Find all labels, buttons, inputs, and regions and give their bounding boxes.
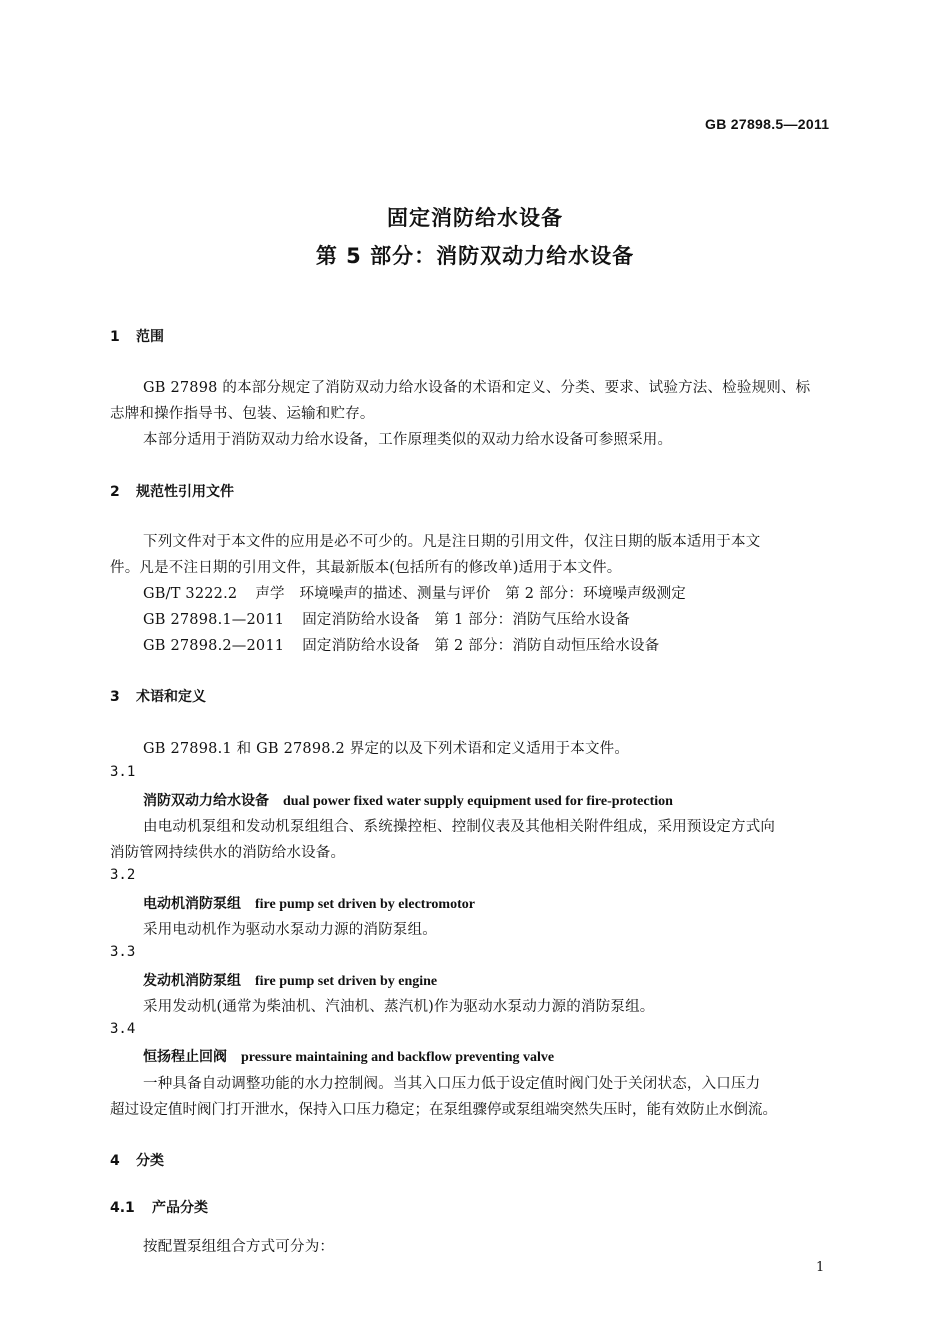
term-definition: 消防管网持续供水的消防给水设备。 (110, 845, 346, 861)
section-4-heading (110, 1150, 164, 1170)
term-number: 3.2 (110, 867, 136, 883)
term-english: dual power fixed water supply equipment used for fire-protection (283, 794, 673, 809)
section-1-heading (110, 326, 164, 346)
section-3-heading (110, 686, 206, 706)
section-title: 分类 (136, 1153, 164, 1169)
term-definition: 采用发动机(通常为柴油机、汽油机、蒸汽机)作为驱动水泵动力源的消防泵组。 (143, 999, 655, 1015)
paragraph: GB 27898 的本部分规定了消防双动力给水设备的术语和定义、分类、要求、试验方法、检验规则、标 (143, 380, 811, 396)
section-2-heading (110, 481, 234, 501)
term-english: fire pump set driven by electromotor (255, 897, 475, 912)
section-title: 规范性引用文件 (136, 484, 234, 500)
term-chinese: 发动机消防泵组 (143, 973, 241, 989)
reference-title: 声学 环境噪声的描述、测量与评价 第 2 部分：环境噪声级测定 (255, 586, 686, 602)
reference-item (143, 582, 686, 603)
term-definition: 一种具备自动调整功能的水力控制阀。当其入口压力低于设定值时阀门处于关闭状态，入口压力 (143, 1076, 761, 1092)
paragraph: 本部分适用于消防双动力给水设备，工作原理类似的双动力给水设备可参照采用。 (143, 432, 673, 448)
reference-title: 固定消防给水设备 第 2 部分：消防自动恒压给水设备 (302, 638, 660, 654)
term-definition: 采用电动机作为驱动水泵动力源的消防泵组。 (143, 922, 437, 938)
section-number: 1 (110, 329, 120, 345)
subsection-number: 4.1 (110, 1200, 135, 1216)
reference-item (143, 634, 659, 655)
paragraph: 按配置泵组组合方式可分为： (143, 1239, 335, 1255)
section-number: 2 (110, 484, 120, 500)
subsection-title: 产品分类 (152, 1200, 208, 1216)
reference-code: GB 27898.2—2011 (143, 638, 285, 654)
term-entry (143, 1046, 554, 1066)
term-definition: 超过设定值时阀门打开泄水，保持入口压力稳定；在泵组骤停或泵组端突然失压时，能有效防止水倒流。 (110, 1102, 777, 1118)
section-number: 3 (110, 689, 120, 705)
paragraph: 件。凡是不注日期的引用文件，其最新版本(包括所有的修改单)适用于本文件。 (110, 560, 622, 576)
term-number: 3.1 (110, 764, 136, 780)
reference-title: 固定消防给水设备 第 1 部分：消防气压给水设备 (302, 612, 630, 628)
term-english: pressure maintaining and backflow preventing valve (241, 1050, 555, 1065)
term-chinese: 消防双动力给水设备 (143, 793, 269, 809)
term-english: fire pump set driven by engine (255, 974, 438, 989)
term-number: 3.3 (110, 944, 136, 960)
term-chinese: 恒扬程止回阀 (143, 1049, 227, 1065)
document-subtitle: 第 5 部分：消防双动力给水设备 (315, 244, 635, 268)
paragraph: 志牌和操作指导书、包装、运输和贮存。 (110, 406, 375, 422)
reference-item (143, 608, 630, 629)
term-definition: 由电动机泵组和发动机泵组组合、系统操控柜、控制仪表及其他相关附件组成，采用预设定方式向 (143, 819, 776, 835)
term-number: 3.4 (110, 1021, 136, 1037)
section-number: 4 (110, 1153, 120, 1169)
standard-number: GB 27898.5—2011 (705, 116, 830, 132)
term-entry (143, 790, 673, 810)
document-title: 固定消防给水设备 (387, 206, 563, 230)
paragraph: 下列文件对于本文件的应用是必不可少的。凡是注日期的引用文件，仅注日期的版本适用于本文 (143, 534, 761, 550)
subsection-4-1-heading (110, 1197, 208, 1217)
term-entry (143, 893, 475, 913)
reference-code: GB/T 3222.2 (143, 586, 238, 602)
section-title: 术语和定义 (136, 689, 206, 705)
term-entry (143, 970, 437, 990)
section-title: 范围 (136, 329, 164, 345)
page-number: 1 (816, 1260, 825, 1275)
term-chinese: 电动机消防泵组 (143, 896, 241, 912)
paragraph: GB 27898.1 和 GB 27898.2 界定的以及下列术语和定义适用于本文件。 (143, 741, 630, 757)
reference-code: GB 27898.1—2011 (143, 612, 285, 628)
